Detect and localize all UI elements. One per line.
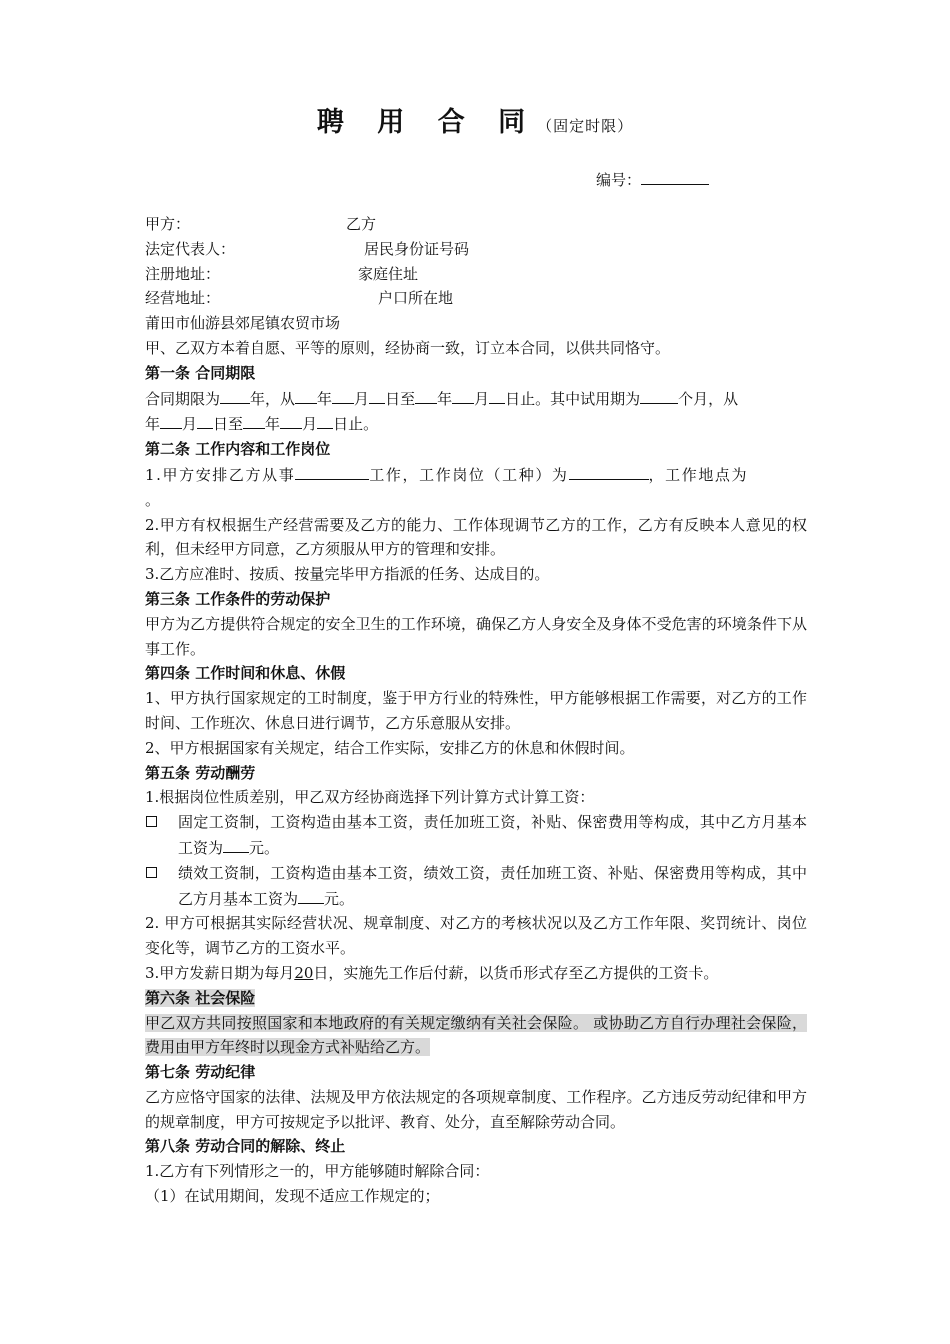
fill-blank: [280, 411, 302, 429]
payday-value: 20: [294, 963, 314, 982]
text-run: 个月，从: [678, 389, 739, 408]
document-number-blank: [641, 168, 709, 185]
article-2-paragraph-1: [145, 462, 807, 513]
title-block: [0, 100, 950, 139]
fill-blank: [640, 386, 678, 404]
document-number-label: 编号：: [596, 171, 642, 189]
article-5-paragraph-3: [145, 961, 807, 986]
text-run: 绩效工资制，工资构造由基本工资，绩效工资，责任加班工资、补贴、保密费用等构成，其中乙方月基本工资为: [178, 863, 807, 908]
text-run: 年: [437, 389, 453, 408]
text-run: 固定工资制，工资构造由基本工资，责任加班工资，补贴、保密费用等构成，其中乙方月基本工资为: [178, 813, 807, 857]
party-row: [145, 262, 807, 287]
salary-option-fixed[interactable]: [145, 810, 807, 861]
fill-blank: [295, 462, 369, 480]
text-run: 日至: [213, 415, 244, 434]
text-run: 3.甲方发薪日期为每月: [145, 963, 295, 982]
article-8-heading: 第八条 劳动合同的解除、终止: [145, 1137, 346, 1156]
article-1-paragraph: [145, 386, 807, 438]
article-1-heading: 第一条 合同期限: [145, 363, 256, 382]
text-run: 年: [317, 389, 333, 408]
party-row: [145, 212, 807, 237]
article-5-paragraph-1: 1.根据岗位性质差别，甲乙双方经协商选择下列计算方式计算工资：: [145, 788, 595, 807]
highlighted-text: 甲乙双方共同按照国家和本地政府的有关规定缴纳有关社会保险。 或协助乙方自行办理社会保险，费用由甲方年终时以现金方式补贴给乙方。: [145, 1013, 807, 1057]
text-run: 日，实施先工作后付薪，以货币形式存至乙方提供的工资卡。: [313, 963, 719, 982]
fill-blank: [317, 411, 333, 429]
article-4-paragraph-1: 1、甲方执行国家规定的工时制度，鉴于甲方行业的特殊性，甲方能够根据工作需要，对乙方的工作时间、工作班次、休息日进行调节，乙方乐意服从安排。: [145, 689, 807, 732]
fill-blank: [220, 386, 250, 404]
article-8-paragraph-2: （1）在试用期间，发现不适应工作规定的；: [145, 1187, 440, 1206]
text-run: 月: [474, 389, 490, 408]
article-3-heading: 第三条 工作条件的劳动保护: [145, 589, 331, 608]
contract-body: [145, 212, 807, 1209]
article-7-heading: 第七条 劳动纪律: [145, 1063, 256, 1082]
article-2-heading: 第二条 工作内容和工作岗位: [145, 440, 331, 459]
fill-blank: [295, 386, 317, 404]
article-6-heading: [145, 986, 807, 1011]
article-4-heading: 第四条 工作时间和休息、休假: [145, 664, 346, 683]
text-run: 年: [145, 415, 161, 434]
fill-blank: [415, 386, 437, 404]
party-a-label: 甲方：: [145, 215, 191, 233]
article-7-paragraph: 乙方应恪守国家的法律、法规及甲方依法规定的各项规章制度、工作程序。乙方违反劳动纪律和甲方的规章制度，甲方可按规定予以批评、教育、处分，直至解除劳动合同。: [145, 1087, 807, 1131]
checkbox-icon[interactable]: [146, 816, 157, 827]
id-number-label: 居民身份证号码: [364, 239, 470, 258]
highlighted-text: 第六条 社会保险: [145, 988, 256, 1007]
article-2-paragraph-2: 2.甲方有权根据生产经营需要及乙方的能力、工作体现调节乙方的工作，乙方有反映本人意见的权利，但未经甲方同意，乙方须服从甲方的管理和安排。: [145, 515, 807, 559]
article-2-paragraph-3: 3.乙方应准时、按质、按量完毕甲方指派的任务、达成目的。: [145, 565, 550, 584]
fill-blank: [369, 386, 385, 404]
document-number: [596, 168, 709, 190]
article-8-paragraph-1: 1.乙方有下列情形之一的，甲方能够随时解除合同：: [145, 1162, 490, 1181]
text-run: 月: [182, 415, 198, 434]
text-run: 日止。: [333, 415, 379, 434]
text-run: 1.甲方安排乙方从事: [145, 465, 296, 484]
article-3-paragraph: 甲方为乙方提供符合规定的安全卫生的工作环境，确保乙方人身安全及身体不受危害的环境条件下从事工作。: [145, 614, 807, 658]
fill-blank: [452, 386, 474, 404]
business-address-label: 经营地址：: [145, 289, 221, 308]
fill-blank: [489, 386, 505, 404]
fill-blank: [569, 462, 649, 480]
party-row: [145, 237, 807, 262]
text-run: 日止。其中试用期为: [505, 389, 641, 408]
hukou-label: 户口所在地: [378, 289, 454, 308]
party-row: [145, 286, 807, 311]
fill-blank: [223, 835, 249, 853]
fill-blank: [160, 411, 182, 429]
article-5-paragraph-2: 2. 甲方可根据其实际经营状况、规章制度、对乙方的考核状况以及乙方工作年限、奖罚统计、岗位变化等，调节乙方的工资水平。: [145, 914, 807, 958]
salary-option-performance[interactable]: [145, 861, 807, 912]
legal-rep-label: 法定代表人：: [145, 239, 236, 258]
text-run: ，工作地点为: [648, 465, 749, 484]
article-4-paragraph-2: 2、甲方根据国家有关规定，结合工作实际，安排乙方的休息和休假时间。: [145, 738, 635, 757]
location-text: 莆田市仙游县郊尾镇农贸市场: [145, 314, 341, 333]
text-run: 年，从: [250, 389, 296, 408]
fill-blank: [243, 411, 265, 429]
text-run: 工作，工作岗位（工种）为: [369, 465, 569, 484]
text-run: 。: [145, 490, 162, 509]
text-run: 元。: [249, 838, 280, 857]
text-run: 合同期限为: [145, 389, 221, 408]
text-run: 元。: [324, 889, 355, 908]
text-run: 月: [354, 389, 370, 408]
article-5-heading: 第五条 劳动酬劳: [145, 763, 256, 782]
home-address-label: 家庭住址: [358, 264, 419, 283]
fill-blank: [298, 886, 324, 904]
document-title: 聘 用 合 同: [316, 107, 538, 138]
intro-paragraph: 甲、乙双方本着自愿、平等的原则，经协商一致，订立本合同，以供共同恪守。: [145, 338, 671, 357]
registered-address-label: 注册地址：: [145, 264, 221, 283]
text-run: 年: [265, 415, 281, 434]
article-6-paragraph: [145, 1011, 807, 1061]
checkbox-icon[interactable]: [146, 867, 157, 878]
text-run: 月: [302, 415, 318, 434]
document-subtitle: （固定时限）: [537, 117, 634, 135]
text-run: 日至: [385, 389, 416, 408]
party-b-label: 乙方: [346, 215, 377, 233]
fill-blank: [197, 411, 213, 429]
fill-blank: [332, 386, 354, 404]
